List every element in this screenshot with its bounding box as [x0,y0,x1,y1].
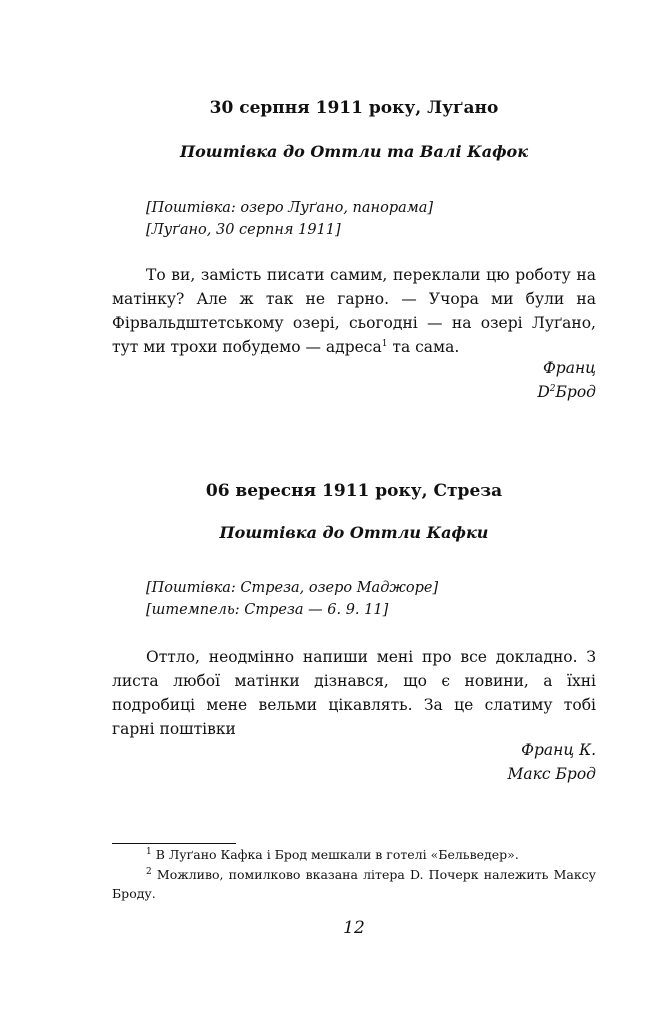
footnote-divider [112,843,236,844]
page-number: 12 [343,918,365,938]
entry-1-body-text: То ви, замість писати самим, переклали цю роботу на матінку? Але ж так не гарно. — Учора ми були на Фірвальдштетському озері, сьогодні — на озері Луґано, тут ми трохи побудемо — адреса [112,266,596,356]
footnote-2 [112,865,596,903]
entry-2-subtitle: Поштівка до Оттли Кафки [219,523,489,542]
footnote-1-mark: 1 [146,846,152,857]
signature-prefix: D [537,383,550,401]
entry-1-body-tail: та сама. [387,338,460,356]
footnote-2-mark: 2 [146,866,152,877]
entry-1-signature-1: Франц [542,359,596,377]
entry-1-title: 30 серпня 1911 року, Луґано [209,98,499,118]
entry-2-note-2: [штемпель: Стреза — 6. 9. 11] [146,602,389,618]
footnote-ref-2: 2 [549,383,556,394]
entry-2-signature-2: Макс Брод [507,765,596,783]
entry-2-body: Оттло, неодмінно напиши мені про все докладно. З листа любої матінки дізнався, що є новини, а їхні подробиці мене вельми цікавлять. За це слатиму тобі гарні поштівки [112,648,596,738]
book-page [112,0,596,1024]
entry-1-note-1: [Поштівка: озеро Луґано, панорама] [146,200,434,216]
entry-1-signature-2 [112,380,596,404]
entry-2-title: 06 вересня 1911 року, Стреза [205,481,503,501]
signature-name: Брод [555,383,596,401]
entry-1-body [112,263,596,359]
entry-1-subtitle: Поштівка до Оттли та Валі Кафок [179,142,529,161]
entry-2-note-1: [Поштівка: Стреза, озеро Маджоре] [146,580,439,596]
footnote-1 [112,845,596,864]
footnote-2-text: Можливо, помилково вказана літера D. Почерк належить Максу Броду. [112,867,596,901]
entry-1-note-2: [Луґано, 30 серпня 1911] [146,222,341,238]
footnote-ref-1: 1 [381,338,388,349]
footnote-1-text: В Луґано Кафка і Брод мешкали в готелі «Бельведер». [151,847,519,862]
entry-2-signature-1: Франц К. [521,741,596,759]
